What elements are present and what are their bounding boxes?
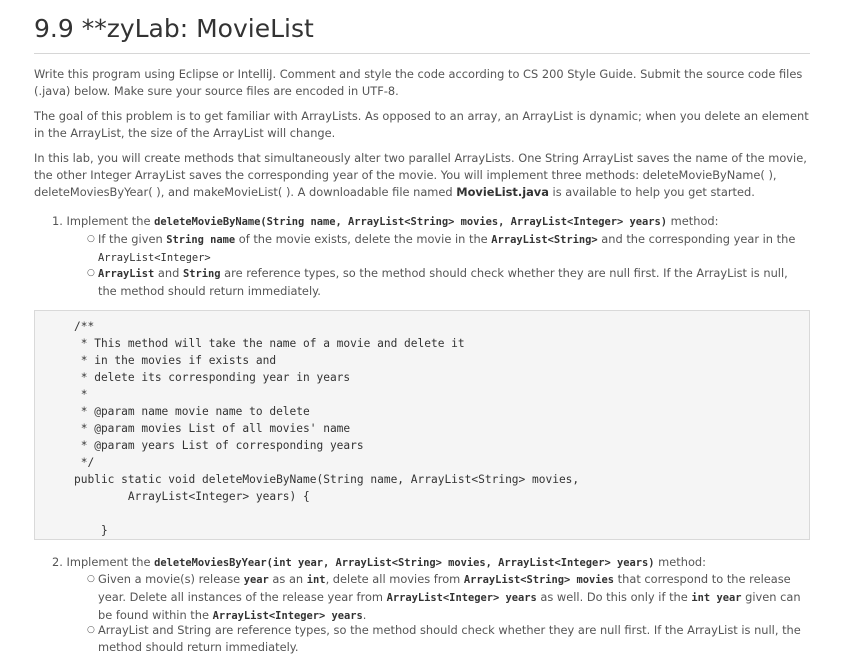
task-item-2-bullet-1: ○ Given a movie(s) release year as an int, delete all movies from ArrayList<String> movies that correspond to the release year. Delete all instances of the release year from ArrayList<Integer> years as well. Do this only if the int year given can be found within the ArrayList<Integer> years. (87, 572, 801, 622)
page-title: 9.9 **zyLab: MovieList (34, 14, 314, 43)
task-item-2-lead: 2. Implement the (52, 555, 155, 569)
task-item-1-tail: method: (667, 214, 719, 228)
task-item-1-bullet-1: ○ If the given String name of the movie exists, delete the movie in the ArrayList<String> and the corresponding year in the ArrayList<Integer> (87, 232, 796, 264)
intro-paragraph-3-text-b: is available to help you get started. (548, 185, 755, 199)
intro-paragraph-3 (34, 150, 810, 201)
task-item-1-signature: deleteMovieByName(String name, ArrayList<String> movies, ArrayList<Integer> years) (154, 216, 668, 228)
bullet-icon: ○ (87, 625, 95, 635)
bullet-icon: ○ (87, 268, 95, 278)
code-block (34, 310, 810, 540)
intro-paragraph-3-text-a: In this lab, you will create methods that simultaneously alter two parallel ArrayLists. One String ArrayList saves the name of the movie, the other Integer ArrayList saves the corresponding year of the movie. You will implement three methods: deleteMovieByName( ), deleteMoviesByYear( ), and makeMovieList( ). A downloadable file named (34, 151, 807, 199)
task-item-2 (52, 554, 810, 572)
task-item-1-lead: 1. Implement the (52, 214, 155, 228)
download-file-link[interactable]: MovieList.java (456, 185, 549, 199)
intro-paragraph-1: Write this program using Eclipse or IntelliJ. Comment and style the code according to CS 200 Style Guide. Submit the source code files (.java) below. Make sure your source files are encoded in UTF-8. (34, 67, 803, 98)
bullet-icon: ○ (87, 574, 95, 584)
task-item-1 (52, 213, 810, 231)
title-divider (34, 53, 810, 54)
task-item-2-bullet-2: ○ ArrayList and String are reference types, so the method should check whether they are null first. If the ArrayList is null, the method should return immediately. (87, 623, 801, 654)
code-block-content: /** * This method will take the name of a movie and delete it * in the movies if exists and * delete its corresponding year in years * * @param name movie name to delete * @param movies List of all movies' name * @param years List of corresponding years */ public static void deleteMovieByName(String name, ArrayList<String> movies, ArrayList<Integer> years) { } (74, 320, 580, 537)
intro-paragraph-2: The goal of this problem is to get familiar with ArrayLists. As opposed to an array, an ArrayList is dynamic; when you delete an element in the ArrayList, the size of the ArrayList will change. (34, 109, 809, 140)
task-item-2-signature: deleteMoviesByYear(int year, ArrayList<String> movies, ArrayList<Integer> years) (154, 557, 655, 569)
task-item-2-tail: method: (654, 555, 706, 569)
bullet-icon: ○ (87, 234, 95, 244)
task-item-1-bullet-2: ○ ArrayList and String are reference types, so the method should check whether they are null first. If the ArrayList is null, the method should return immediately. (87, 266, 788, 298)
